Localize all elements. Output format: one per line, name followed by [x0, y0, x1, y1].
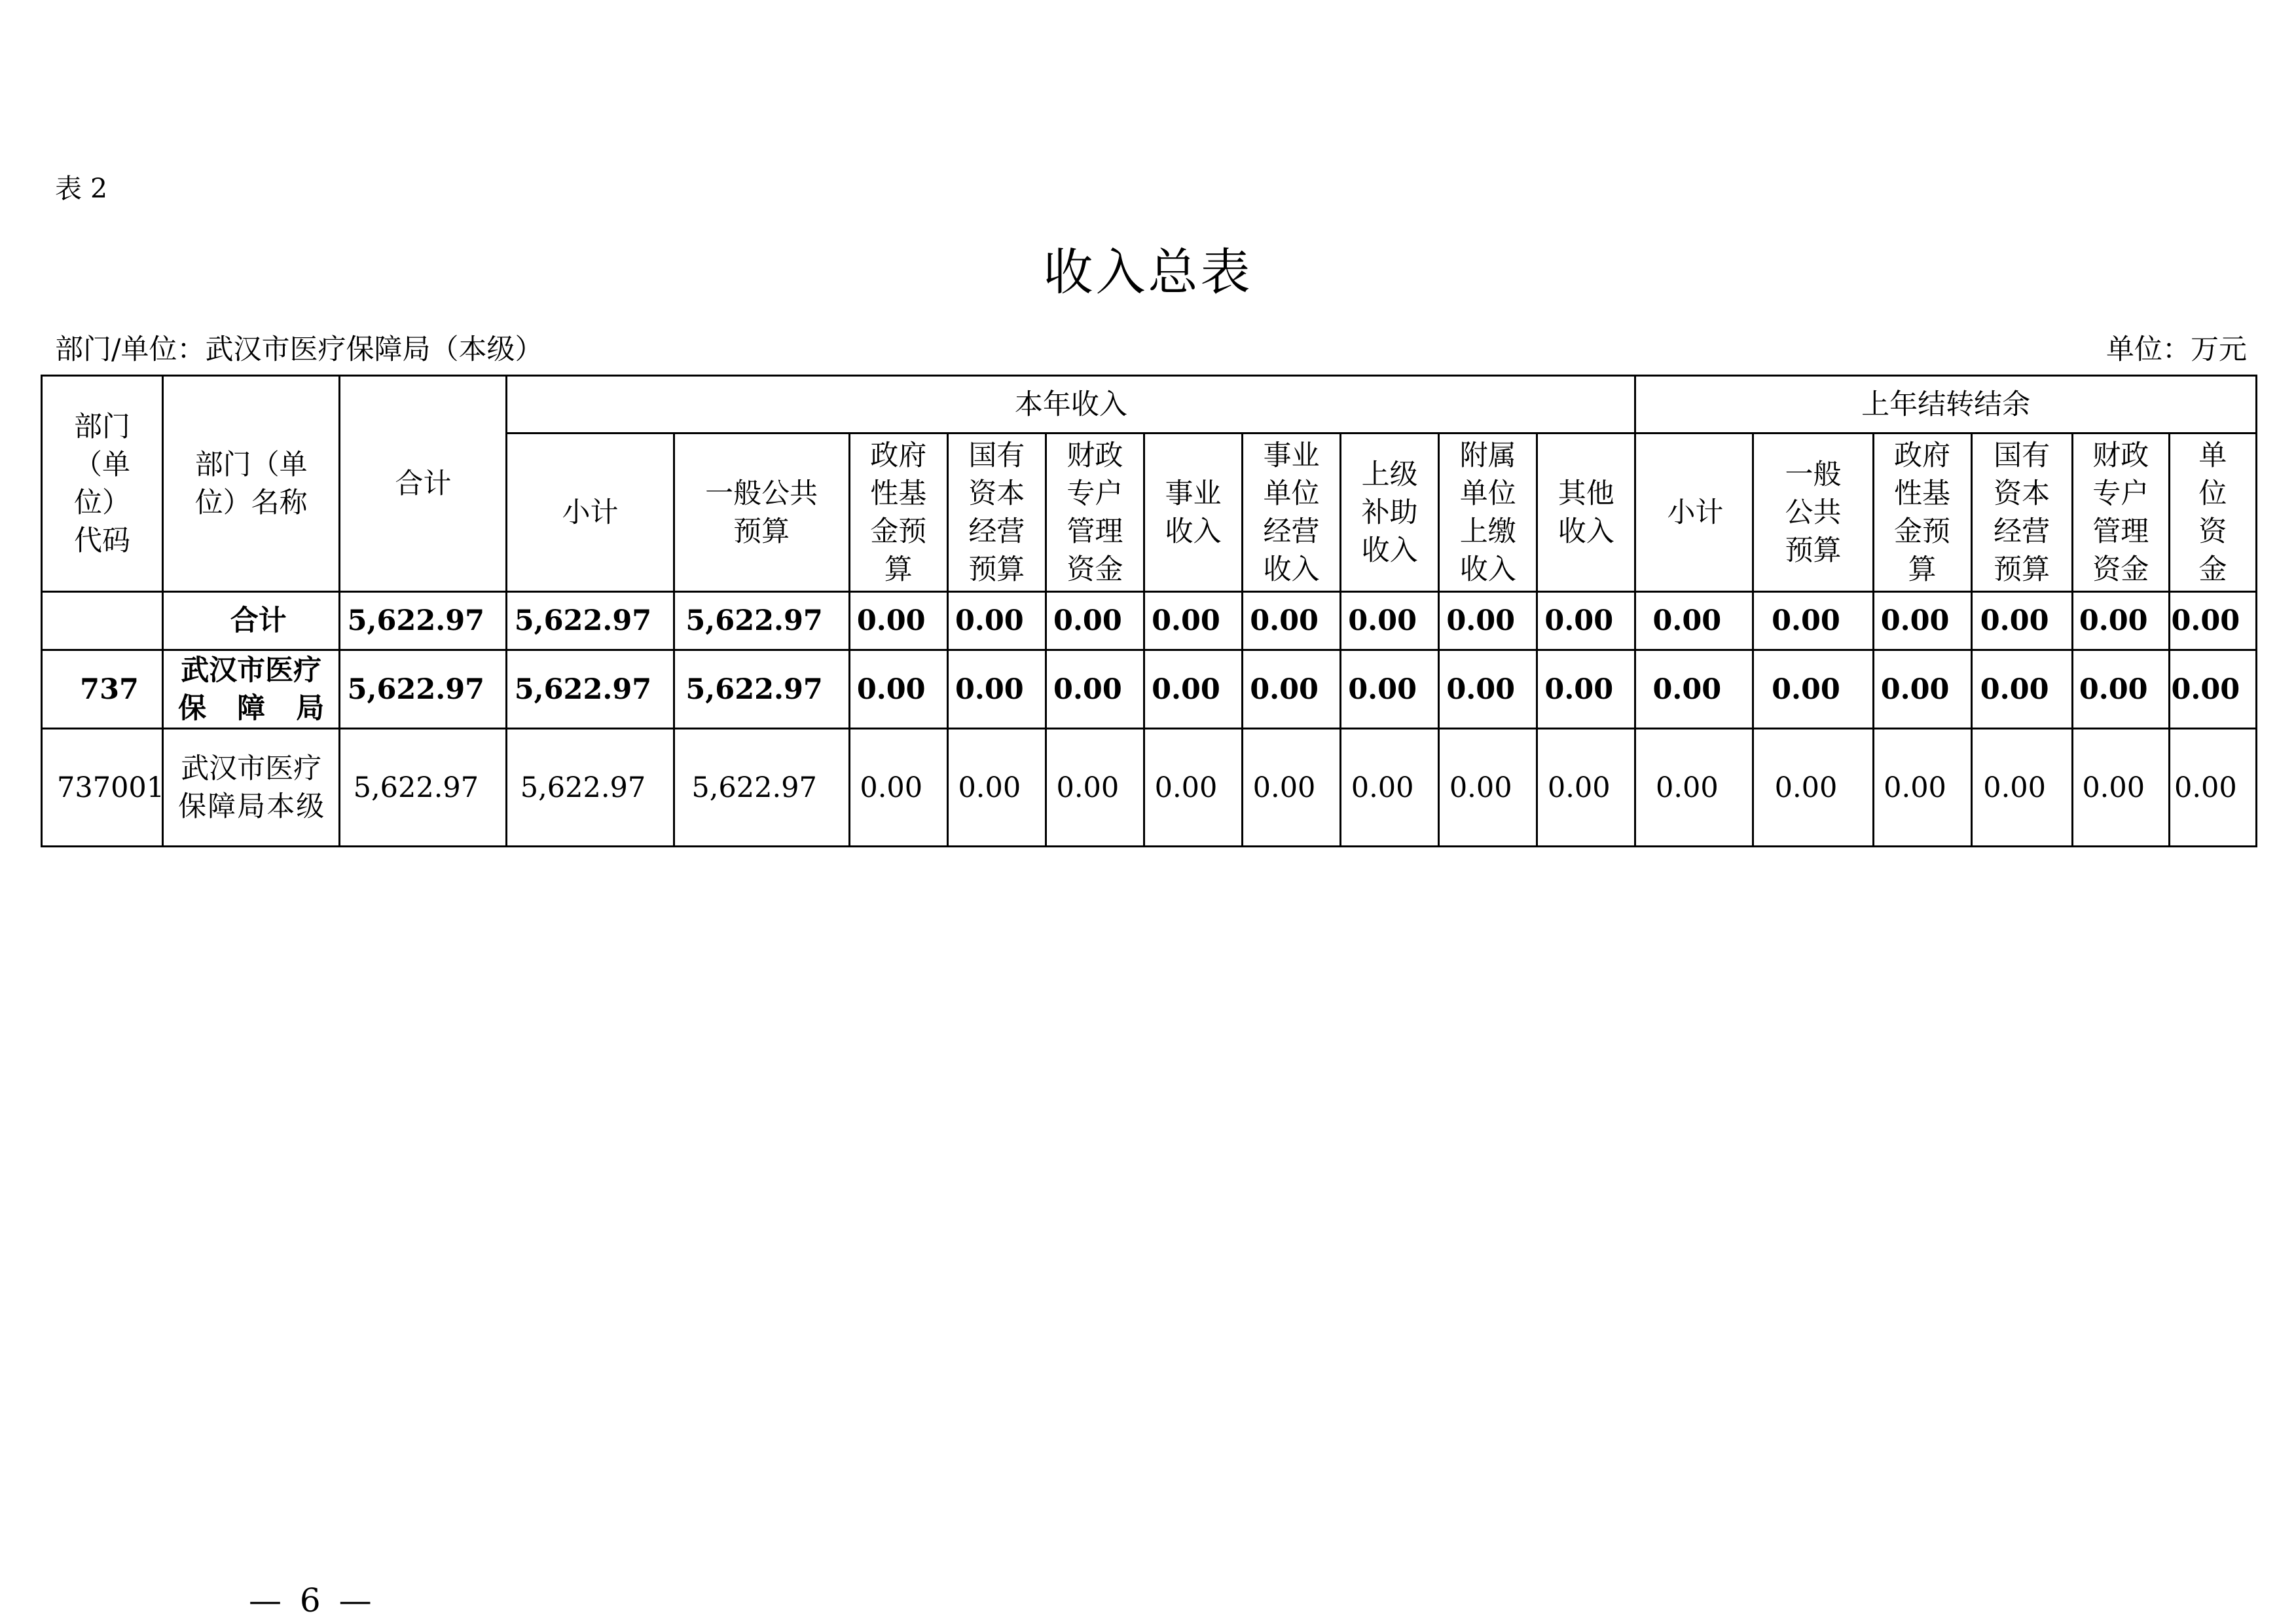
cell-current-7: 0.00: [1341, 650, 1439, 729]
prev-header-label-5: 单位资金: [2198, 439, 2227, 586]
header-code-label: 部门（单位）代码: [74, 410, 131, 557]
cell-current-0: 5,622.97: [507, 729, 674, 847]
cell-prev-2: 0.00: [1873, 592, 1971, 650]
current-header-4: [1046, 434, 1144, 592]
cell-current-2: 0.00: [849, 650, 947, 729]
cell-current-3: 0.00: [947, 729, 1046, 847]
current-header-5: [1144, 434, 1242, 592]
cell-prev-5: 0.00: [2169, 650, 2256, 729]
cell-current-8: 0.00: [1439, 729, 1537, 847]
current-header-label-7: 上级补助收入: [1361, 458, 1418, 567]
prev-header-label-4: 财政专户管理资金: [2092, 439, 2149, 586]
cell-name: 合计: [163, 592, 340, 650]
cell-current-7: 0.00: [1341, 592, 1439, 650]
current-header-label-8: 附属单位上缴收入: [1459, 439, 1516, 586]
cell-prev-4: 0.00: [2072, 729, 2169, 847]
cell-total: 5,622.97: [340, 729, 507, 847]
cell-current-6: 0.00: [1243, 650, 1341, 729]
current-header-1: [674, 434, 849, 592]
cell-current-1: 5,622.97: [674, 729, 849, 847]
cell-current-8: 0.00: [1439, 592, 1537, 650]
prev-header-5: [2169, 434, 2256, 592]
prev-header-0: [1635, 434, 1753, 592]
cell-prev-5: 0.00: [2169, 592, 2256, 650]
cell-current-3: 0.00: [947, 650, 1046, 729]
cell-code: 737001: [42, 729, 163, 847]
unit-line: 单位：万元: [2106, 333, 2247, 366]
cell-current-0: 5,622.97: [507, 650, 674, 729]
cell-prev-0: 0.00: [1635, 650, 1753, 729]
prev-header-3: [1971, 434, 2072, 592]
cell-current-7: 0.00: [1341, 729, 1439, 847]
cell-current-1: 5,622.97: [674, 650, 849, 729]
table-row: [42, 729, 2257, 847]
cell-prev-0: 0.00: [1635, 729, 1753, 847]
cell-prev-1: 0.00: [1753, 650, 1873, 729]
current-header-label-4: 财政专户管理资金: [1066, 439, 1123, 586]
current-header-7: [1341, 434, 1439, 592]
income-summary-table: [41, 375, 2257, 847]
cell-prev-1: 0.00: [1753, 592, 1873, 650]
header-name: [163, 376, 340, 592]
cell-current-6: 0.00: [1243, 729, 1341, 847]
cell-current-5: 0.00: [1144, 729, 1242, 847]
cell-current-4: 0.00: [1046, 729, 1144, 847]
current-header-8: [1439, 434, 1537, 592]
cell-current-9: 0.00: [1537, 650, 1635, 729]
page-number: — 6 —: [249, 1581, 376, 1619]
cell-code: 737: [42, 650, 163, 729]
prev-header-label-2: 政府性基金预算: [1894, 439, 1951, 586]
page-title: 收入总表: [1043, 243, 1253, 301]
current-header-6: [1243, 434, 1341, 592]
prev-header-label-3: 国有资本经营预算: [1994, 439, 2050, 586]
prev-header-label-1: 一般公共预算: [1785, 458, 1842, 567]
cell-total: 5,622.97: [340, 650, 507, 729]
cell-prev-3: 0.00: [1971, 729, 2072, 847]
header-code: [42, 376, 163, 592]
header-total: 合计: [340, 376, 507, 592]
current-header-label-5: 事业收入: [1165, 477, 1222, 548]
current-header-label-3: 国有资本经营预算: [968, 439, 1025, 586]
cell-current-9: 0.00: [1537, 592, 1635, 650]
cell-current-5: 0.00: [1144, 650, 1242, 729]
cell-prev-2: 0.00: [1873, 729, 1971, 847]
header-name-label: 部门（单位）名称: [194, 448, 308, 519]
department-line: 部门/单位：武汉市医疗保障局（本级）: [55, 333, 543, 366]
current-header-label-9: 其他收入: [1558, 477, 1614, 548]
cell-prev-5: 0.00: [2169, 729, 2256, 847]
cell-current-8: 0.00: [1439, 650, 1537, 729]
cell-prev-3: 0.00: [1971, 650, 2072, 729]
cell-current-0: 5,622.97: [507, 592, 674, 650]
cell-prev-4: 0.00: [2072, 592, 2169, 650]
current-header-label-2: 政府性基金预算: [870, 439, 927, 586]
cell-current-4: 0.00: [1046, 592, 1144, 650]
table-row: [42, 592, 2257, 650]
table-label: 表 2: [55, 173, 108, 204]
cell-current-1: 5,622.97: [674, 592, 849, 650]
header-group-current-year: 本年收入: [507, 376, 1635, 434]
cell-prev-4: 0.00: [2072, 650, 2169, 729]
cell-name: 武汉市医疗保障局: [163, 650, 340, 729]
current-header-label-0: 小计: [562, 496, 619, 529]
cell-name: 武汉市医疗保障局本级: [163, 729, 340, 847]
cell-current-9: 0.00: [1537, 729, 1635, 847]
cell-current-3: 0.00: [947, 592, 1046, 650]
current-header-3: [947, 434, 1046, 592]
cell-code: [42, 592, 163, 650]
cell-prev-3: 0.00: [1971, 592, 2072, 650]
cell-current-5: 0.00: [1144, 592, 1242, 650]
prev-header-4: [2072, 434, 2169, 592]
prev-header-2: [1873, 434, 1971, 592]
current-header-2: [849, 434, 947, 592]
header-group-prior-carryover: 上年结转结余: [1635, 376, 2257, 434]
prev-header-1: [1753, 434, 1873, 592]
cell-current-2: 0.00: [849, 592, 947, 650]
current-header-9: [1537, 434, 1635, 592]
table-row: [42, 650, 2257, 729]
prev-header-label-0: 小计: [1667, 496, 1724, 529]
cell-prev-2: 0.00: [1873, 650, 1971, 729]
cell-prev-1: 0.00: [1753, 729, 1873, 847]
current-header-label-1: 一般公共预算: [705, 477, 818, 548]
cell-current-6: 0.00: [1243, 592, 1341, 650]
cell-total: 5,622.97: [340, 592, 507, 650]
cell-prev-0: 0.00: [1635, 592, 1753, 650]
cell-current-4: 0.00: [1046, 650, 1144, 729]
current-header-label-6: 事业单位经营收入: [1263, 439, 1320, 586]
cell-current-2: 0.00: [849, 729, 947, 847]
current-header-0: [507, 434, 674, 592]
